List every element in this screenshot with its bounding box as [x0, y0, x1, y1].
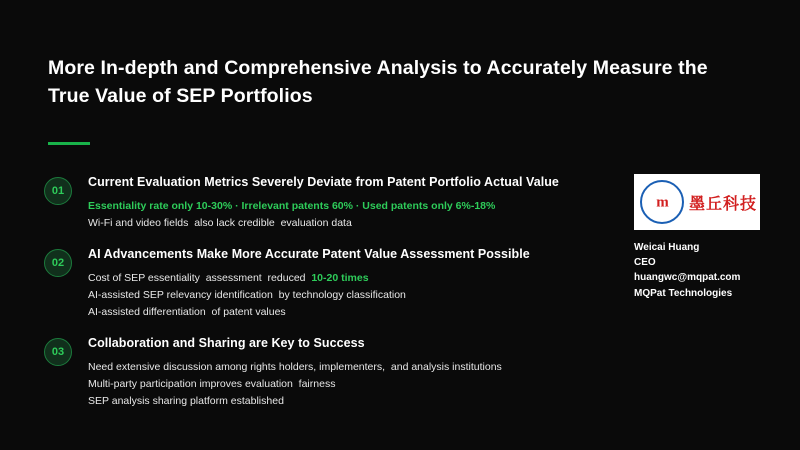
title-underline-rule: [48, 142, 90, 145]
bullet-text: Cost of SEP essentiality assessment reduced: [88, 272, 312, 284]
section-bullet: [88, 287, 604, 304]
section-bullet: [88, 304, 604, 321]
contact-name: Weicai Huang: [634, 242, 700, 253]
bullet-text: Wi-Fi and video fields also lack credible evaluation data: [88, 217, 352, 229]
bullet-text: Essentiality rate only: [88, 200, 196, 212]
bullet-text: SEP analysis sharing platform established: [88, 395, 284, 407]
bullet-text: Need extensive discussion among rights holders, implementers, and analysis institutions: [88, 361, 502, 373]
highlighted-value: 10-30%: [195, 200, 233, 212]
logo-wordmark: 墨丘科技: [689, 193, 758, 213]
page-title: More In-depth and Comprehensive Analysis to Accurately Measure the True Value of SEP Portfolios: [48, 57, 708, 108]
contact-company: MQPat Technologies: [634, 287, 733, 299]
section-heading: Collaboration and Sharing are Key to Success: [88, 336, 365, 350]
logo-mark-letter: m: [656, 194, 668, 211]
bullet-text: · Used patents only: [352, 200, 456, 212]
section-bullet: [88, 215, 604, 232]
section-bullet: [88, 393, 604, 410]
contact-role: CEO: [634, 257, 656, 269]
section-item: [44, 175, 604, 232]
bullet-text: · Irrelevant patents: [232, 200, 332, 212]
company-logo: [634, 174, 760, 230]
section-number-badge: 03: [44, 338, 72, 366]
bullet-text: AI-assisted SEP relevancy identification by technology classification: [88, 289, 406, 301]
section-bullet: [88, 376, 604, 393]
section-number-badge: 02: [44, 249, 72, 277]
section-body: [88, 247, 604, 321]
logo-circle-icon: [640, 180, 684, 224]
section-bullet: [88, 270, 604, 287]
section-body: [88, 336, 604, 410]
contact-email: huangwc@mqpat.com: [634, 272, 741, 284]
highlighted-value: 60%: [331, 200, 353, 212]
section-bullet: [88, 198, 604, 215]
bullet-text: AI-assisted differentiation of patent values: [88, 306, 286, 318]
sections-list: [44, 175, 604, 425]
section-item: [44, 247, 604, 321]
section-bullet: [88, 359, 604, 376]
contact-block: [634, 240, 784, 301]
bullet-text: Multi-party participation improves evaluation fairness: [88, 378, 336, 390]
highlighted-value: 6%-18%: [455, 200, 496, 212]
section-body: [88, 175, 604, 232]
section-number-badge: 01: [44, 177, 72, 205]
section-heading: AI Advancements Make More Accurate Patent Value Assessment Possible: [88, 247, 530, 261]
section-heading: Current Evaluation Metrics Severely Deviate from Patent Portfolio Actual Value: [88, 175, 559, 189]
section-item: [44, 336, 604, 410]
highlighted-value: 10-20 times: [311, 272, 369, 284]
